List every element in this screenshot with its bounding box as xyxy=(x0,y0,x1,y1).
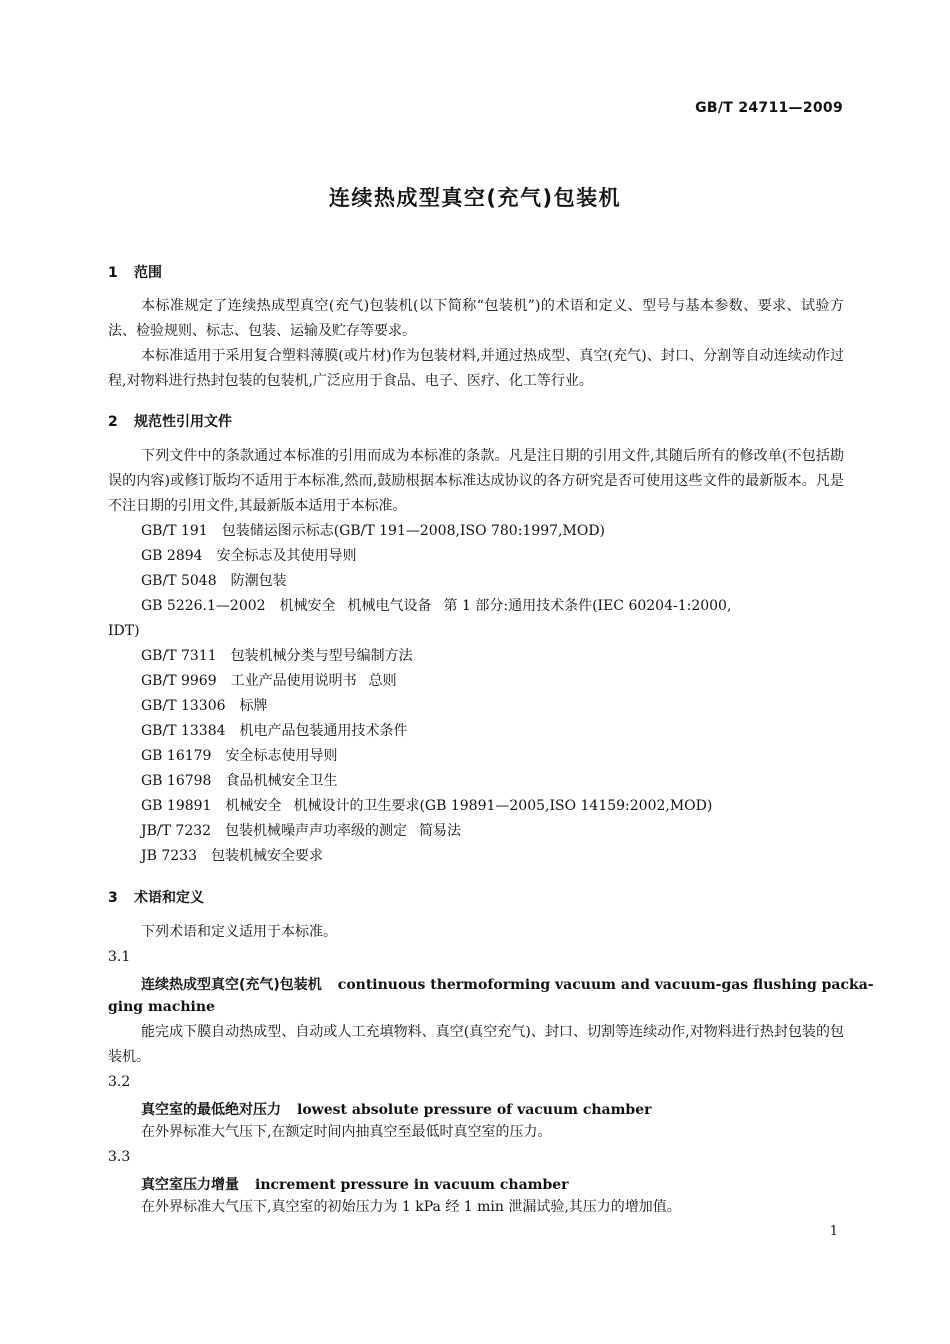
term-en-continuation: ging machine xyxy=(108,999,215,1015)
clause-number: 3.1 xyxy=(108,949,131,965)
term-definition: 在外界标准大气压下,真空室的初始压力为 1 kPa 经 1 min 泄漏试验,其压力的增加值。 xyxy=(141,1199,681,1215)
scope-paragraph-2: 本标准适用于采用复合塑料薄膜(或片材)作为包装材料,并通过热成型、真空(充气)、封口、分割等自动连续动作过程,对物料进行热封包装的包装机,广泛应用于食品、电子、医疗、化工等行业。 xyxy=(108,348,844,389)
reference-title-part: 机械设计的卫生要求(GB 19891—2005,ISO 14159:2002,MOD) xyxy=(293,798,713,814)
section-title: 范围 xyxy=(134,265,162,281)
section-number: 3 xyxy=(108,890,118,906)
section-1-heading xyxy=(108,262,162,282)
term-en: increment pressure in vacuum chamber xyxy=(255,1177,569,1193)
reference-code: GB 19891 xyxy=(141,798,212,814)
clause-number: 3.3 xyxy=(108,1149,131,1165)
reference-code: GB/T 191 xyxy=(141,523,208,539)
references-intro: 下列文件中的条款通过本标准的引用而成为本标准的条款。凡是注日期的引用文件,其随后所有的修改单(不包括勘误的内容)或修订版均不适用于本标准,然而,鼓励根据本标准达成协议的各方研究是否可使用这些文件的最新版本。凡是不注日期的引用文件,其最新版本适用于本标准。 xyxy=(108,448,844,514)
reference-title-part: 第 1 部分:通用技术条件(IEC 60204-1:2000, xyxy=(443,598,732,614)
reference-code: GB 16179 xyxy=(141,748,212,764)
reference-item xyxy=(141,844,323,869)
page-number: 1 xyxy=(829,1224,838,1239)
reference-item xyxy=(141,594,731,619)
reference-code: GB/T 9969 xyxy=(141,673,217,689)
reference-title-part: 简易法 xyxy=(419,823,462,839)
reference-item xyxy=(141,544,357,569)
terms-intro: 下列术语和定义适用于本标准。 xyxy=(141,924,337,940)
reference-title: 工业产品使用说明书 xyxy=(230,673,357,689)
reference-title-part: 机械电气设备 xyxy=(347,598,432,614)
document-title: 连续热成型真空(充气)包装机 xyxy=(328,186,622,210)
reference-code: GB/T 13306 xyxy=(141,698,226,714)
reference-item xyxy=(141,569,287,594)
reference-code: GB/T 13384 xyxy=(141,723,226,739)
clause-number: 3.2 xyxy=(108,1074,131,1090)
reference-title: 机械安全 xyxy=(225,798,282,814)
reference-code: GB 2894 xyxy=(141,548,203,564)
reference-item xyxy=(141,519,605,544)
reference-item xyxy=(141,744,337,769)
scope-paragraph-1: 本标准规定了连续热成型真空(充气)包装机(以下简称“包装机”)的术语和定义、型号与基本参数、要求、试验方法、检验规则、标志、包装、运输及贮存等要求。 xyxy=(108,298,844,339)
term-en: lowest absolute pressure of vacuum chamber xyxy=(297,1102,652,1118)
section-3-heading xyxy=(108,887,204,907)
term-zh: 连续热成型真空(充气)包装机 xyxy=(141,977,322,993)
reference-item xyxy=(141,819,461,844)
term-definition: 能完成下膜自动热成型、自动或人工充填物料、真空(真空充气)、封口、切割等连续动作,对物料进行热封包装的包装机。 xyxy=(108,1024,844,1065)
term-en: continuous thermoforming vacuum and vacuum-gas flushing packa- xyxy=(337,977,874,993)
term-heading xyxy=(141,1099,652,1119)
reference-code: GB/T 5048 xyxy=(141,573,217,589)
reference-title: 包装机械噪声声功率级的测定 xyxy=(225,823,408,839)
reference-title: 包装机械分类与型号编制方法 xyxy=(230,648,413,664)
reference-item xyxy=(141,794,712,819)
reference-title: 食品机械安全卫生 xyxy=(225,773,338,789)
reference-title: 防潮包装 xyxy=(230,573,287,589)
section-2-heading xyxy=(108,411,232,431)
reference-title: 安全标志及其使用导则 xyxy=(216,548,357,564)
reference-code: JB/T 7232 xyxy=(141,823,212,839)
section-number: 2 xyxy=(108,414,118,430)
reference-title-part: 总则 xyxy=(368,673,397,689)
section-title: 术语和定义 xyxy=(134,890,204,906)
reference-item xyxy=(141,694,268,719)
term-heading xyxy=(141,974,874,994)
reference-code: GB/T 7311 xyxy=(141,648,217,664)
term-zh: 真空室的最低绝对压力 xyxy=(141,1102,281,1118)
reference-code: JB 7233 xyxy=(141,848,197,864)
term-definition: 在外界标准大气压下,在额定时间内抽真空至最低时真空室的压力。 xyxy=(141,1124,552,1140)
term-heading xyxy=(141,1174,569,1194)
reference-title: 包装储运图示标志(GB/T 191—2008,ISO 780:1997,MOD) xyxy=(221,523,606,539)
reference-item xyxy=(141,769,337,794)
reference-title: 机电产品包装通用技术条件 xyxy=(239,723,408,739)
reference-title: 标牌 xyxy=(239,698,268,714)
section-title: 规范性引用文件 xyxy=(134,414,232,430)
reference-title: 包装机械安全要求 xyxy=(210,848,323,864)
reference-item xyxy=(141,719,408,744)
reference-title: 机械安全 xyxy=(279,598,336,614)
reference-code: GB 16798 xyxy=(141,773,212,789)
reference-code: GB 5226.1—2002 xyxy=(141,598,266,614)
reference-item xyxy=(141,644,413,669)
reference-item xyxy=(141,669,397,694)
standard-code: GB/T 24711—2009 xyxy=(695,100,843,116)
reference-continuation: IDT) xyxy=(108,623,140,639)
reference-title: 安全标志使用导则 xyxy=(225,748,338,764)
section-number: 1 xyxy=(108,265,118,281)
term-zh: 真空室压力增量 xyxy=(141,1177,239,1193)
